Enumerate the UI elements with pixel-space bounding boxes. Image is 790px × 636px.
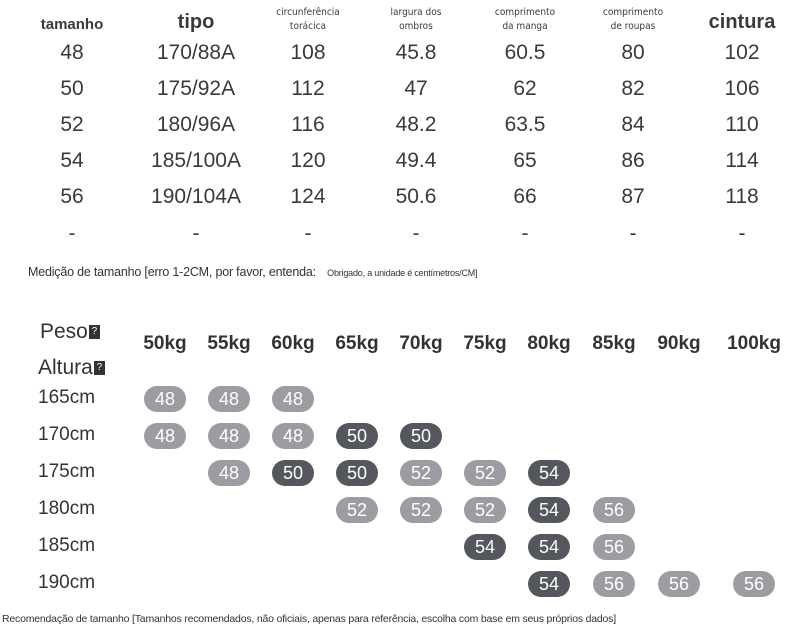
table-cell: 65 (513, 149, 537, 172)
size-badge: 56 (593, 571, 635, 597)
measurement-note-sub: Obrigado, a unidade é centímetros/CM] (327, 268, 478, 278)
table-cell: - (412, 222, 420, 245)
table-cell: 112 (291, 77, 325, 100)
table-cell: 108 (290, 41, 326, 64)
table-cell: 45.8 (395, 41, 437, 64)
measurement-note (28, 265, 477, 279)
weight-axis-label: Peso ? (40, 320, 100, 344)
height-axis-label: Altura ? (38, 356, 105, 380)
table-cell: 80 (621, 41, 645, 64)
table-cell: 102 (724, 41, 760, 64)
table-cell: 110 (725, 113, 759, 136)
weight-label: 80kg (527, 333, 571, 354)
table-cell: - (68, 222, 76, 245)
size-badge: 48 (208, 460, 250, 486)
table-cell: 84 (621, 113, 645, 136)
table-cell: 116 (291, 113, 325, 136)
column-header: cintura (708, 11, 776, 33)
table-cell: 82 (621, 77, 645, 100)
table-cell: 66 (513, 185, 537, 208)
height-label: 165cm (38, 387, 96, 408)
size-badge: 54 (528, 534, 570, 560)
size-badge: 48 (272, 423, 314, 449)
weight-label: 85kg (592, 333, 636, 354)
table-cell: 170/88A (156, 41, 236, 64)
table-cell: - (521, 222, 529, 245)
size-badge: 56 (658, 571, 700, 597)
table-cell: - (629, 222, 637, 245)
weight-label: 60kg (271, 333, 315, 354)
size-badge: 56 (593, 534, 635, 560)
table-cell: 124 (290, 185, 326, 208)
table-cell: 49.4 (395, 149, 437, 172)
table-cell: 62 (513, 77, 537, 100)
size-badge: 54 (528, 571, 570, 597)
size-badge: 50 (336, 460, 378, 486)
weight-label: 65kg (335, 333, 379, 354)
table-cell: 56 (60, 185, 84, 208)
table-cell: 50.6 (395, 185, 437, 208)
table-cell: 190/104A (151, 185, 241, 208)
column-header: comprimento da manga (494, 7, 556, 32)
size-badge: 54 (464, 534, 506, 560)
size-badge: 52 (400, 460, 442, 486)
table-cell: 87 (621, 185, 645, 208)
size-badge: 52 (464, 497, 506, 523)
help-icon: ? (94, 361, 105, 375)
size-badge: 56 (733, 571, 775, 597)
size-badge: 50 (336, 423, 378, 449)
column-header: largura dos ombros (390, 7, 442, 32)
table-cell: 185/100A (151, 149, 241, 172)
table-cell: - (738, 222, 746, 245)
weight-label: 90kg (657, 333, 701, 354)
weight-label: 55kg (207, 333, 251, 354)
weight-label: 100kg (727, 333, 781, 354)
size-badge: 52 (336, 497, 378, 523)
height-label: 175cm (38, 461, 96, 482)
table-cell: 175/92A (156, 77, 236, 100)
size-badge: 54 (528, 460, 570, 486)
size-badge: 54 (528, 497, 570, 523)
table-cell: 48.2 (395, 113, 437, 136)
table-cell: 54 (60, 149, 84, 172)
column-header: comprimento de roupas (602, 7, 664, 32)
size-badge: 50 (400, 423, 442, 449)
table-cell: 86 (621, 149, 645, 172)
help-icon: ? (89, 325, 100, 339)
table-cell: - (304, 222, 312, 245)
height-label: 185cm (38, 535, 96, 556)
weight-label: 50kg (143, 333, 187, 354)
size-badge: 52 (464, 460, 506, 486)
table-cell: 52 (60, 113, 84, 136)
column-header: tipo (177, 11, 215, 33)
table-cell: 106 (724, 77, 760, 100)
column-header: circunferência torácica (276, 7, 340, 32)
table-cell: - (192, 222, 200, 245)
size-badge: 48 (208, 423, 250, 449)
height-label: 190cm (38, 572, 96, 593)
table-cell: 47 (404, 77, 428, 100)
size-badge: 48 (272, 386, 314, 412)
size-badge: 48 (144, 423, 186, 449)
table-cell: 180/96A (156, 113, 236, 136)
size-badge: 48 (144, 386, 186, 412)
table-cell: 118 (725, 185, 759, 208)
table-cell: 120 (290, 149, 326, 172)
table-cell: 60.5 (504, 41, 546, 64)
recommendation-note: Recomendação de tamanho [Tamanhos recomendados, não oficiais, apenas para referência, escolha com base em seus próprios dados] (2, 613, 616, 625)
height-label: 180cm (38, 498, 96, 519)
table-cell: 50 (60, 77, 84, 100)
size-badge: 56 (593, 497, 635, 523)
table-cell: 63.5 (504, 113, 546, 136)
height-label: 170cm (38, 424, 96, 445)
measurement-note-main: Medição de tamanho [erro 1-2CM, por favor, entenda: (28, 265, 316, 279)
weight-label: 75kg (463, 333, 507, 354)
size-badge: 50 (272, 460, 314, 486)
column-header: tamanho (40, 16, 104, 33)
weight-label: 70kg (399, 333, 443, 354)
table-cell: 48 (60, 41, 84, 64)
size-badge: 52 (400, 497, 442, 523)
table-cell: 114 (725, 149, 759, 172)
size-badge: 48 (208, 386, 250, 412)
